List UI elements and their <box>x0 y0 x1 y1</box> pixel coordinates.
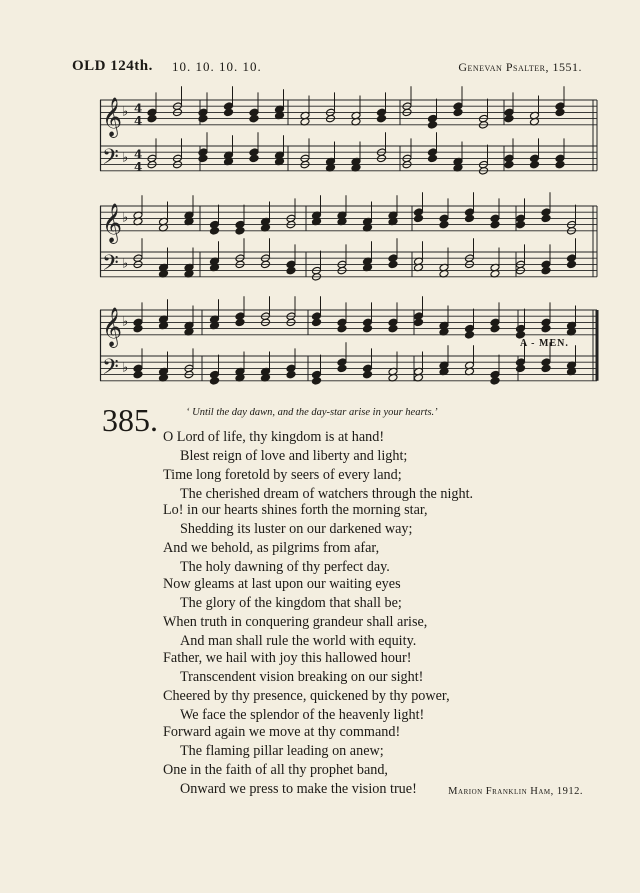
note-head <box>414 318 424 327</box>
amen-label: A - MEN. <box>520 338 569 349</box>
stanza-line: The holy dawning of thy perfect day. <box>180 559 390 575</box>
note-head <box>453 108 463 117</box>
tune-name: OLD 124th. <box>72 58 153 74</box>
bass-clef-icon: 𝄢 <box>102 354 119 385</box>
note-head <box>555 108 565 117</box>
note-head <box>337 324 347 333</box>
note-head <box>541 214 551 223</box>
note-head <box>133 324 143 333</box>
note-head <box>147 114 157 123</box>
stanza-line: Time long foretold by seers of every land; <box>163 467 402 483</box>
note-head <box>490 324 500 333</box>
note-head <box>428 121 438 130</box>
treble-clef-icon: 𝄞 <box>102 202 123 243</box>
note-head <box>490 377 500 386</box>
stanza-line: Lo! in our hearts shines forth the morning star, <box>163 502 428 518</box>
hymn-number: 385. <box>102 402 158 438</box>
flat-icon: ♭ <box>122 104 129 120</box>
note-head <box>224 108 234 117</box>
stanza-line: One in the faith of all thy prophet band, <box>163 762 388 778</box>
note-head <box>210 377 220 386</box>
note-head <box>388 260 398 269</box>
stanza-line: Transcendent vision breaking on our sight! <box>180 669 424 685</box>
stanza-1 <box>163 428 603 504</box>
stanza-line: Father, we hail with joy this hallowed hour! <box>163 650 412 666</box>
note-head <box>541 324 551 333</box>
note-head <box>363 370 373 379</box>
note-head <box>363 324 373 333</box>
stanza-line: The flaming pillar leading on anew; <box>180 743 384 759</box>
time-signature: 4 <box>134 147 143 162</box>
note-head <box>567 260 577 269</box>
stanza-line: Forward again we move at thy command! <box>163 724 401 740</box>
note-head <box>530 160 540 169</box>
epigraph: ‘ Until the day dawn, and the day-star arise in your hearts.’ <box>186 407 438 418</box>
time-signature: 4 <box>134 101 143 116</box>
treble-clef-icon: 𝄞 <box>102 96 123 137</box>
stanza-line: Now gleams at last upon our waiting eyes <box>163 576 401 592</box>
stanza-line: And we behold, as pilgrims from afar, <box>163 540 380 556</box>
stanza-line: O Lord of life, thy kingdom is at hand! <box>163 429 385 445</box>
flat-icon: ♭ <box>122 210 129 226</box>
note-head <box>504 114 514 123</box>
note-head <box>516 364 526 373</box>
note-head <box>439 220 449 229</box>
note-head <box>516 220 526 229</box>
note-head <box>286 370 296 379</box>
music-system-1 <box>100 92 597 182</box>
meter: 10. 10. 10. 10. <box>172 59 262 74</box>
flat-icon: ♭ <box>122 256 129 272</box>
note-head <box>555 160 565 169</box>
stanza-line: And man shall rule the world with equity. <box>180 633 417 649</box>
bass-clef-icon: 𝄢 <box>102 250 119 281</box>
stanza-line: The glory of the kingdom that shall be; <box>180 595 402 611</box>
note-head <box>504 160 514 169</box>
note-head <box>312 377 322 386</box>
note-head <box>377 114 387 123</box>
stanza-line: Blest reign of love and liberty and light; <box>180 448 408 464</box>
note-head <box>465 331 475 340</box>
bass-clef-icon: 𝄢 <box>102 144 119 175</box>
time-signature: 4 <box>134 159 143 174</box>
note-head <box>235 318 245 327</box>
music-staff-svg <box>100 92 597 182</box>
flat-icon: ♭ <box>122 360 129 376</box>
stanza-line: Shedding its luster on our darkened way; <box>180 521 413 537</box>
note-head <box>249 114 259 123</box>
tune-header <box>72 58 582 78</box>
time-signature: 4 <box>134 113 143 128</box>
note-head <box>388 324 398 333</box>
note-head <box>337 364 347 373</box>
note-head <box>428 154 438 163</box>
note-head <box>465 214 475 223</box>
stanza-2 <box>163 501 603 577</box>
treble-clef-icon: 𝄞 <box>102 306 123 347</box>
music-staff-svg <box>100 196 597 288</box>
stanza-line: Onward we press to make the vision true! <box>180 781 417 797</box>
note-head <box>490 220 500 229</box>
note-head <box>235 227 245 236</box>
note-head <box>133 370 143 379</box>
note-head <box>312 318 322 327</box>
music-system-2 <box>100 196 597 288</box>
stanza-line: The cherished dream of watchers through the night. <box>180 486 474 502</box>
stanza-4 <box>163 649 603 725</box>
stanza-line: Cheered by thy presence, quickened by thy power, <box>163 688 450 704</box>
note-head <box>541 266 551 275</box>
flat-icon: ♭ <box>122 150 129 166</box>
stanza-line: We face the splendor of the heavenly light! <box>180 707 425 723</box>
note-head <box>286 266 296 275</box>
note-head <box>249 154 259 163</box>
author-credit: Marion Franklin Ham, 1912. <box>448 786 583 797</box>
stanza-line: When truth in conquering grandeur shall arise, <box>163 614 428 630</box>
note-head <box>414 214 424 223</box>
flat-icon: ♭ <box>122 314 129 330</box>
note-head <box>541 364 551 373</box>
stanza-3 <box>163 575 603 651</box>
note-head <box>210 227 220 236</box>
composer: Genevan Psalter, 1551. <box>458 60 582 74</box>
